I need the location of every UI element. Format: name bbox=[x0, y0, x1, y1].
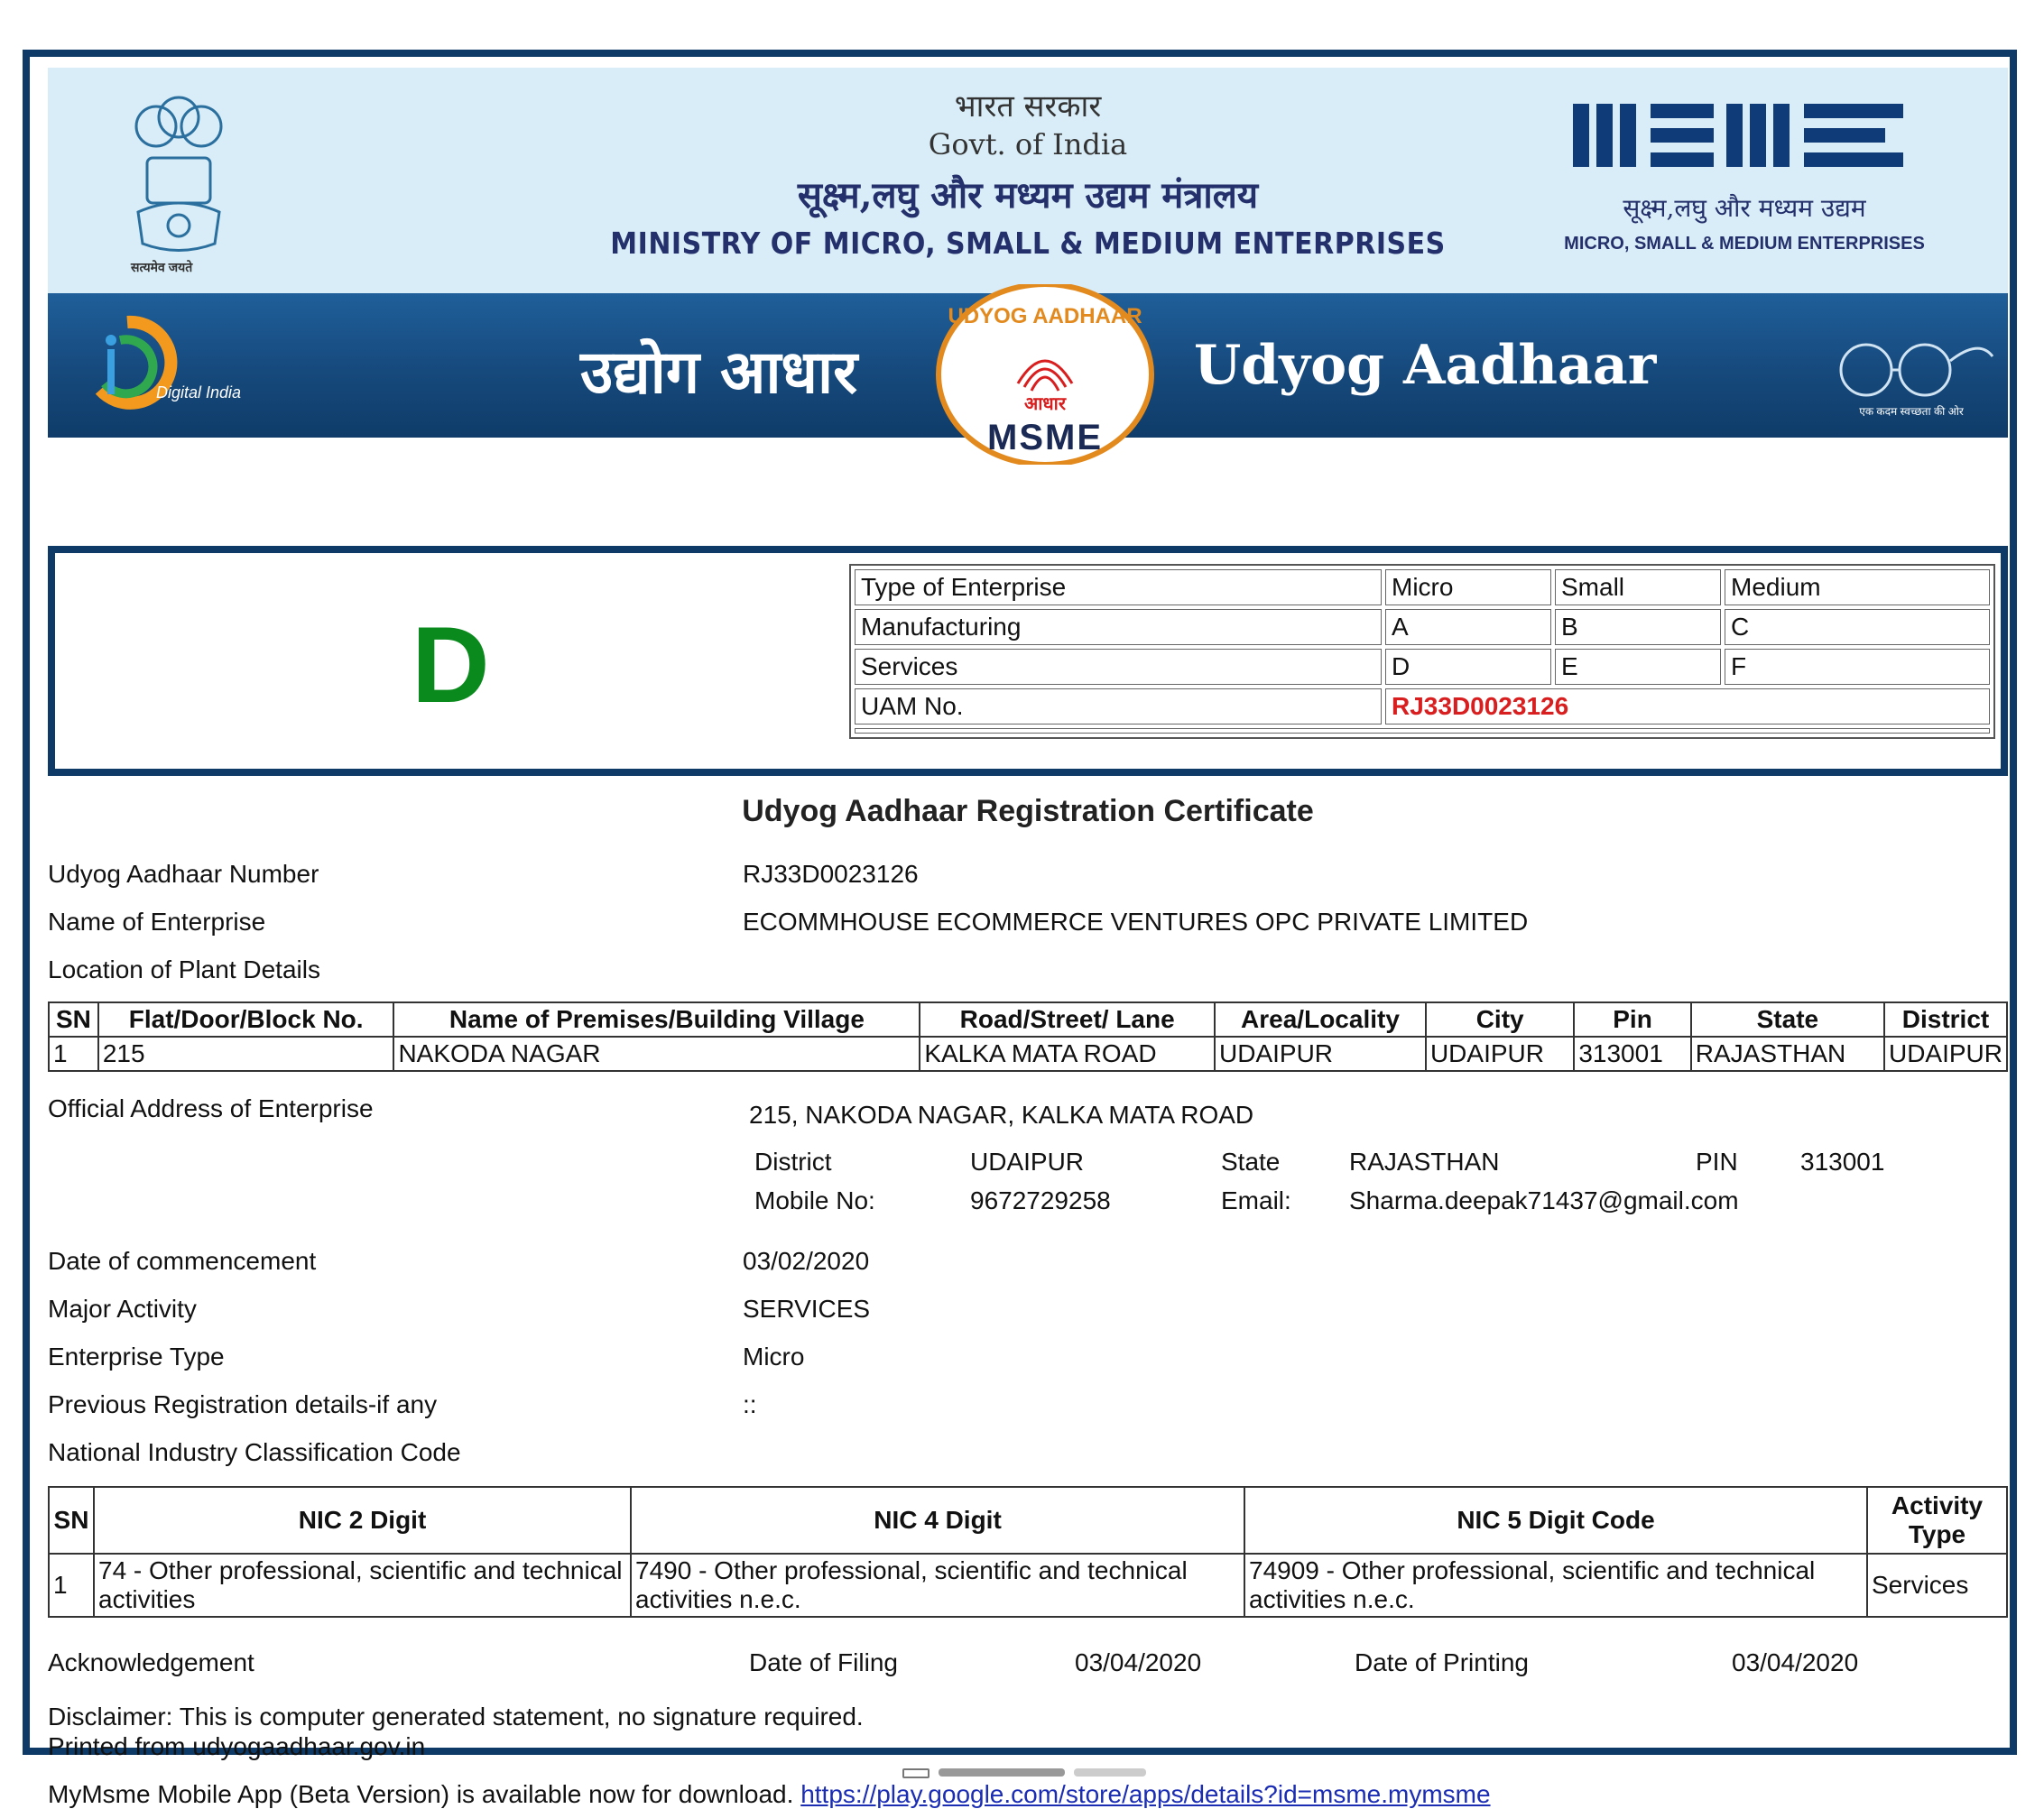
app-download-text: MyMsme Mobile App (Beta Version) is available now for download. bbox=[48, 1780, 794, 1808]
plant-cell: 313001 bbox=[1574, 1037, 1690, 1071]
certificate-frame bbox=[23, 50, 2017, 1808]
header-blue-band bbox=[48, 293, 2008, 457]
plant-header-row bbox=[49, 1002, 2007, 1037]
digital-india-icon bbox=[73, 304, 254, 421]
type-label: Manufacturing bbox=[855, 609, 1382, 645]
udyog-aadhaar-english: Udyog Aadhaar bbox=[1194, 334, 1657, 397]
enterprise-type-table bbox=[849, 564, 1995, 739]
seal-top-text: UDYOG AADHAAR bbox=[948, 304, 1142, 328]
type-row bbox=[855, 609, 1990, 645]
uan-label: Udyog Aadhaar Number bbox=[48, 860, 319, 888]
app-download-line bbox=[48, 1780, 1491, 1809]
nic-cell: 74 - Other professional, scientific and technical activities bbox=[94, 1554, 631, 1617]
swachh-caption: एक कदम स्वच्छता की ओर bbox=[1859, 405, 1964, 418]
certificate-title: Udyog Aadhaar Registration Certificate bbox=[742, 794, 1314, 828]
scroll-track[interactable] bbox=[1074, 1768, 1146, 1777]
gov-english-heading: Govt. of India bbox=[928, 127, 1128, 162]
plant-label: Location of Plant Details bbox=[48, 955, 320, 983]
plant-cell: UDAIPUR bbox=[1426, 1037, 1574, 1071]
type-medium: F bbox=[1725, 649, 1990, 685]
scroll-checkbox[interactable] bbox=[902, 1768, 930, 1778]
msme-logo-hindi: सूक्ष्म,लघु और मध्यम उद्यम bbox=[1623, 193, 1866, 223]
header-top-band bbox=[48, 68, 2008, 293]
enterprise-category-box bbox=[48, 546, 2008, 776]
type-micro: Micro bbox=[1385, 569, 1551, 605]
official-address-label: Official Address of Enterprise bbox=[48, 1094, 374, 1122]
filing-date-value: 03/04/2020 bbox=[1075, 1648, 1202, 1676]
district-value: UDAIPUR bbox=[970, 1148, 1085, 1176]
category-letter: D bbox=[412, 605, 490, 725]
nic-cell: 1 bbox=[49, 1554, 94, 1617]
digital-india-label: Digital India bbox=[156, 383, 242, 401]
uan-value: RJ33D0023126 bbox=[743, 860, 919, 888]
nic-header: NIC 4 Digit bbox=[631, 1487, 1244, 1554]
commencement-label: Date of commencement bbox=[48, 1247, 317, 1275]
uam-label: UAM No. bbox=[855, 688, 1382, 725]
udyog-aadhaar-hindi: उद्योग आधार bbox=[580, 337, 858, 407]
official-address-value: 215, NAKODA NAGAR, KALKA MATA ROAD bbox=[749, 1101, 1254, 1129]
email-value: Sharma.deepak71437@gmail.com bbox=[1349, 1186, 1739, 1214]
type-row bbox=[855, 569, 1990, 605]
nic-cell: 74909 - Other professional, scientific and technical activities n.e.c. bbox=[1244, 1554, 1867, 1617]
type-label: Services bbox=[855, 649, 1382, 685]
certificate-content bbox=[48, 68, 2008, 1808]
previous-registration-value: :: bbox=[743, 1390, 757, 1418]
district-label: District bbox=[754, 1148, 832, 1176]
type-small: B bbox=[1555, 609, 1721, 645]
app-download-link[interactable]: https://play.google.com/store/apps/details?id=msme.mymsme bbox=[800, 1780, 1491, 1808]
table-row bbox=[49, 1037, 2007, 1071]
nic-header: NIC 5 Digit Code bbox=[1244, 1487, 1867, 1554]
uam-row bbox=[855, 688, 1990, 725]
plant-header: Road/Street/ Lane bbox=[920, 1002, 1215, 1037]
pin-value: 313001 bbox=[1800, 1148, 1885, 1176]
table-row bbox=[49, 1554, 2007, 1617]
plant-cell: NAKODA NAGAR bbox=[393, 1037, 920, 1071]
seal-mid-text: आधार bbox=[1023, 394, 1067, 414]
plant-header: Flat/Door/Block No. bbox=[98, 1002, 394, 1037]
plant-header: State bbox=[1691, 1002, 1884, 1037]
empty-row bbox=[855, 728, 1990, 734]
disclaimer-text: Disclaimer: This is computer generated statement, no signature required. bbox=[48, 1703, 864, 1731]
plant-header: SN bbox=[49, 1002, 98, 1037]
plant-header: Area/Locality bbox=[1215, 1002, 1426, 1037]
msme-logo-english: MICRO, SMALL & MEDIUM ENTERPRISES bbox=[1564, 234, 1925, 254]
nic-label: National Industry Classification Code bbox=[48, 1438, 461, 1466]
major-activity-label: Major Activity bbox=[48, 1295, 197, 1323]
plant-cell: RAJASTHAN bbox=[1691, 1037, 1884, 1071]
plant-cell: UDAIPUR bbox=[1884, 1037, 2007, 1071]
major-activity-value: SERVICES bbox=[743, 1295, 871, 1323]
type-medium: C bbox=[1725, 609, 1990, 645]
plant-cell: 1 bbox=[49, 1037, 98, 1071]
enterprise-name-label: Name of Enterprise bbox=[48, 908, 266, 936]
plant-table bbox=[48, 1001, 2008, 1072]
nic-header: Activity Type bbox=[1867, 1487, 2007, 1554]
type-micro: D bbox=[1385, 649, 1551, 685]
nic-header: SN bbox=[49, 1487, 94, 1554]
nic-header: NIC 2 Digit bbox=[94, 1487, 631, 1554]
uam-value: RJ33D0023126 bbox=[1385, 688, 1990, 725]
plant-cell: 215 bbox=[98, 1037, 394, 1071]
enterprise-type-label: Enterprise Type bbox=[48, 1343, 225, 1371]
nic-cell: 7490 - Other professional, scientific and technical activities n.e.c. bbox=[631, 1554, 1244, 1617]
nic-cell: Services bbox=[1867, 1554, 2007, 1617]
type-row bbox=[855, 649, 1990, 685]
type-small: E bbox=[1555, 649, 1721, 685]
plant-cell: KALKA MATA ROAD bbox=[920, 1037, 1215, 1071]
type-micro: A bbox=[1385, 609, 1551, 645]
ministry-english-heading: MINISTRY OF MICRO, SMALL & MEDIUM ENTERPRISES bbox=[610, 226, 1446, 262]
emblem-caption: सत्यमेव जयते bbox=[131, 260, 193, 274]
type-medium: Medium bbox=[1725, 569, 1990, 605]
scroll-handle[interactable] bbox=[939, 1768, 1065, 1777]
state-label: State bbox=[1221, 1148, 1281, 1176]
udyog-aadhaar-seal bbox=[923, 284, 1167, 465]
commencement-value: 03/02/2020 bbox=[743, 1247, 870, 1275]
msme-logo-icon bbox=[1573, 95, 1916, 176]
enterprise-name-value: ECOMMHOUSE ECOMMERCE VENTURES OPC PRIVATE LIMITED bbox=[743, 908, 1529, 936]
state-value: RAJASTHAN bbox=[1349, 1148, 1500, 1176]
printing-date-label: Date of Printing bbox=[1355, 1648, 1529, 1676]
enterprise-type-value: Micro bbox=[743, 1343, 805, 1371]
acknowledgement-label: Acknowledgement bbox=[48, 1648, 254, 1676]
plant-header: Pin bbox=[1574, 1002, 1690, 1037]
type-label: Type of Enterprise bbox=[855, 569, 1382, 605]
plant-header: Name of Premises/Building Village bbox=[393, 1002, 920, 1037]
plant-header: City bbox=[1426, 1002, 1574, 1037]
ministry-hindi-heading: सूक्ष्म,लघु और मध्यम उद्यम मंत्रालय bbox=[797, 174, 1259, 217]
plant-cell: UDAIPUR bbox=[1215, 1037, 1426, 1071]
previous-registration-label: Previous Registration details-if any bbox=[48, 1390, 438, 1418]
gov-hindi-heading: भारत सरकार bbox=[954, 88, 1102, 125]
swachh-bharat-icon bbox=[1826, 329, 1997, 401]
mobile-label: Mobile No: bbox=[754, 1186, 875, 1214]
empty-cell bbox=[855, 728, 1990, 734]
mobile-value: 9672729258 bbox=[970, 1186, 1111, 1214]
type-small: Small bbox=[1555, 569, 1721, 605]
plant-header: District bbox=[1884, 1002, 2007, 1037]
seal-bottom-text: MSME bbox=[987, 418, 1103, 457]
nic-header-row bbox=[49, 1487, 2007, 1554]
printing-date-value: 03/04/2020 bbox=[1732, 1648, 1859, 1676]
filing-date-label: Date of Filing bbox=[749, 1648, 898, 1676]
nic-table bbox=[48, 1486, 2008, 1618]
email-label: Email: bbox=[1221, 1186, 1291, 1214]
pin-label: PIN bbox=[1696, 1148, 1738, 1176]
printed-from-text: Printed from udyogaadhaar.gov.in bbox=[48, 1732, 426, 1760]
